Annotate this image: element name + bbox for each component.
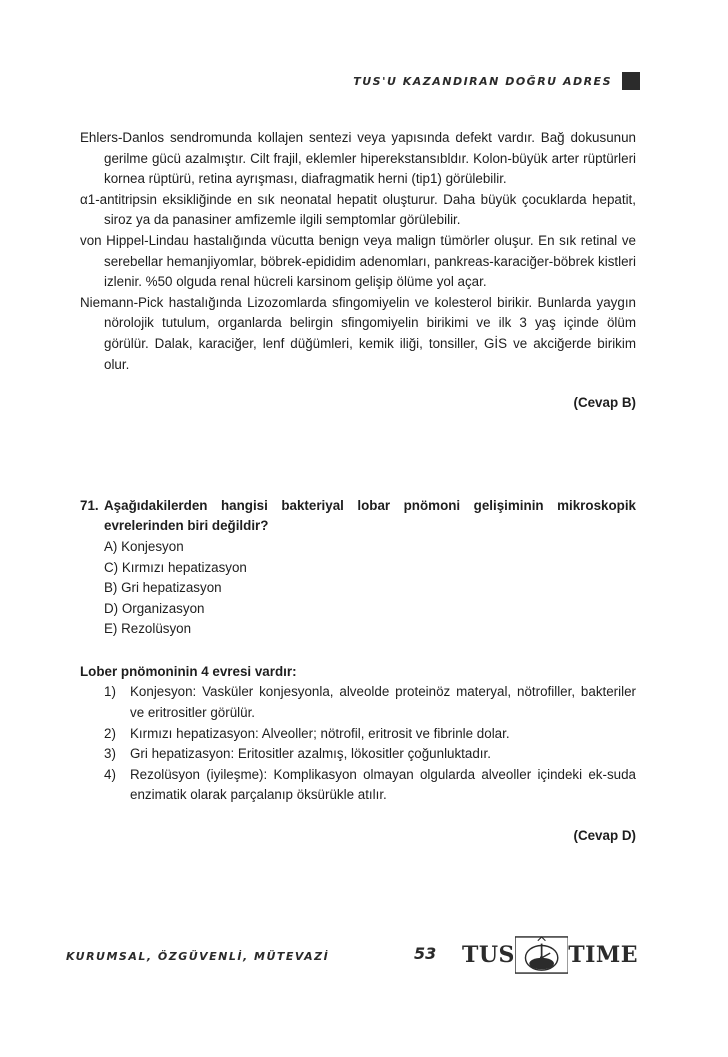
page-number: 53 — [414, 944, 437, 963]
explanation-paragraph-a1-antitripsin: α1-antitripsin eksikliğinde en sık neonatal hepatit oluşturur. Daha büyük çocuklarda hepatit, siroz ya da panasiner amfizemle ilgili semptomlar görülebilir. — [80, 191, 636, 228]
answer-options — [80, 537, 636, 640]
option-d: D) Organizasyon — [104, 600, 205, 616]
logo-word-right: TIME — [568, 942, 638, 968]
page-content — [80, 128, 636, 847]
stage-list — [80, 682, 636, 806]
answer-label-1: (Cevap B) — [573, 395, 636, 411]
clock-emblem-icon — [515, 934, 568, 976]
question-block — [80, 496, 636, 640]
stage-text: Gri hepatizasyon: Eritositler azalmış, lökositler çoğunluktadır. — [130, 746, 491, 762]
stage-text: Konjesyon: Vasküler konjesyonla, alveolde proteinöz materyal, nötrofiller, bakteriler ve eritrositler görülür. — [130, 684, 636, 721]
explanation-paragraph-ehlers-danlos: Ehlers-Danlos sendromunda kollajen sentezi veya yapısında defekt vardır. Bağ dokusunun gerilme gücü azalmıştır. Cilt frajil, eklemler hiperekstansıbldır. Kolon-büyük arter rüptürleri kornea rüptürü, retina ayrışması, diafragmatik herni (tip1) görülebilir. — [80, 130, 636, 187]
answer-label-2: (Cevap D) — [573, 828, 636, 844]
stage-number: 2) — [104, 725, 116, 741]
question-stem — [80, 496, 636, 537]
option-e: E) Rezolüsyon — [104, 621, 192, 637]
stage-item — [104, 682, 636, 723]
option-b: B) Gri hepatizasyon — [104, 580, 222, 596]
explanation2-title: Lober pnömoninin 4 evresi vardır: — [80, 663, 297, 679]
question-number: 71. — [80, 497, 99, 513]
stage-number: 3) — [104, 746, 116, 762]
stage-item — [104, 724, 636, 745]
stage-item — [104, 765, 636, 806]
stage-number: 4) — [104, 766, 116, 782]
page-header — [353, 72, 640, 90]
stage-text: Kırmızı hepatizasyon: Alveoller; nötrofil, eritrosit ve fibrinle dolar. — [130, 725, 510, 741]
stage-number: 1) — [104, 684, 116, 700]
question-text: Aşağıdakilerden hangisi bakteriyal lobar pnömoni gelişiminin mikroskopik evrelerinden biri değildir? — [104, 497, 636, 534]
stage-text: Rezolüsyon (iyileşme): Komplikasyon olmayan olgularda alveoller içindeki ek-suda enzimatik olarak parçalanıp öksürükle atılır. — [130, 766, 636, 803]
footer-motto: KURUMSAL, ÖZGÜVENLİ, MÜTEVAZİ — [66, 950, 330, 963]
header-square-mark — [622, 72, 640, 90]
logo-word-left: TUS — [462, 942, 515, 968]
explanation-paragraph-von-hippel-lindau: von Hippel-Lindau hastalığında vücutta benign veya malign tümörler oluşur. En sık retinal ve serebellar hemanjiyomlar, böbrek-epididim adenomları, pankreas-karaciğer-böbrek kistleri izlenir. %50 olguda renal hücreli karsinom gelişip ölüme yol açar. — [80, 232, 636, 290]
option-c: C) Kırmızı hepatizasyon — [104, 559, 247, 575]
option-a: A) Konjesyon — [104, 538, 184, 554]
tus-time-logo — [462, 934, 638, 976]
header-title: TUS'U KAZANDIRAN DOĞRU ADRES — [353, 74, 612, 88]
stage-item — [104, 744, 636, 765]
explanation-paragraph-niemann-pick: Niemann-Pick hastalığında Lizozomlarda sfingomiyelin ve kolesterol birikir. Bunlarda yaygın nörolojik tutulum, organlarda belirgin sfingomiyelin birikimi ve ilk 3 yaş içinde ölüm görülür. Dalak, karaciğer, lenf düğümleri, kemik iliği, tonsiller, GİS ve akciğerde birikim olur. — [80, 294, 636, 372]
